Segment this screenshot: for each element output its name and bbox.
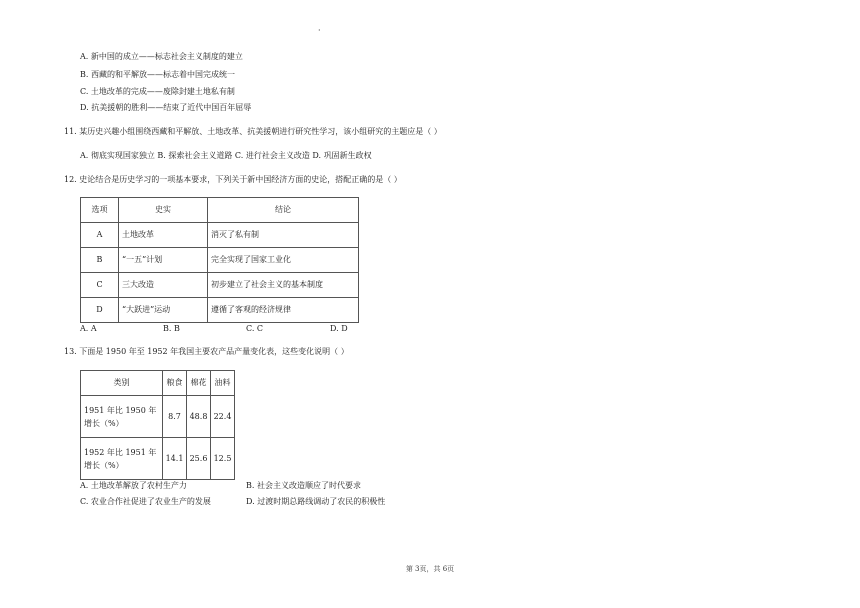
- q12-answer-b: B. B: [163, 324, 180, 333]
- q13-cell: 8.7: [163, 396, 187, 438]
- q13-header-grain: 粮食: [163, 371, 187, 396]
- q12-cell: 完全实现了国家工业化: [208, 248, 359, 273]
- q13-row-label: 1952 年比 1951 年增长（%）: [81, 438, 163, 480]
- q13-option-b: B. 社会主义改造顺应了时代要求: [246, 481, 361, 490]
- table-row: [81, 396, 235, 438]
- table-row: [81, 273, 359, 298]
- q12-cell: A: [81, 223, 119, 248]
- q12-cell: 遵循了客观的经济规律: [208, 298, 359, 323]
- q11-stem: 11. 某历史兴趣小组围绕西藏和平解放、土地改革、抗美援朝进行研究性学习，该小组研究的主题应是（ ）: [64, 127, 442, 136]
- q13-header-row: [81, 371, 235, 396]
- q12-stem: 12. 史论结合是历史学习的一项基本要求，下列关于新中国经济方面的史论，搭配正确的是（ ）: [64, 175, 402, 184]
- q12-cell: “一五”计划: [119, 248, 208, 273]
- q10-option-a: A. 新中国的成立——标志社会主义制度的建立: [80, 52, 243, 61]
- q12-answer-d: D. D: [330, 324, 348, 333]
- q12-cell: 初步建立了社会主义的基本制度: [208, 273, 359, 298]
- q13-header-oil: 油料: [211, 371, 235, 396]
- q10-option-c: C. 土地改革的完成——废除封建土地私有制: [80, 87, 235, 96]
- q12-cell: C: [81, 273, 119, 298]
- q10-option-d: D. 抗美援朝的胜利——结束了近代中国百年屈辱: [80, 103, 252, 112]
- q13-header-cotton: 棉花: [187, 371, 211, 396]
- table-row: [81, 248, 359, 273]
- q12-header-row: [81, 198, 359, 223]
- q12-answer-c: C. C: [246, 324, 264, 333]
- q10-option-b: B. 西藏的和平解放——标志着中国完成统一: [80, 70, 235, 79]
- q13-cell: 14.1: [163, 438, 187, 480]
- q13-table: [80, 370, 235, 480]
- q13-cell: 25.6: [187, 438, 211, 480]
- q11-options: A. 彻底实现国家独立 B. 探索社会主义道路 C. 进行社会主义改造 D. 巩固新生政权: [80, 151, 372, 160]
- q13-stem: 13. 下面是 1950 年至 1952 年我国主要农产品产量变化表，这些变化说明（ ）: [64, 347, 349, 356]
- page-footer: 第 3页，共 6页: [405, 565, 455, 573]
- q13-row-label: 1951 年比 1950 年增长（%）: [81, 396, 163, 438]
- q13-option-c: C. 农业合作社促进了农业生产的发展: [80, 497, 211, 506]
- q12-answer-a: A. A: [80, 324, 97, 333]
- table-row: [81, 438, 235, 480]
- q12-header-fact: 史实: [119, 198, 208, 223]
- q13-cell: 12.5: [211, 438, 235, 480]
- q12-cell: “大跃进”运动: [119, 298, 208, 323]
- q13-option-d: D. 过渡时期总路线调动了农民的积极性: [246, 497, 386, 506]
- q13-cell: 22.4: [211, 396, 235, 438]
- q12-header-option: 选项: [81, 198, 119, 223]
- table-row: [81, 298, 359, 323]
- q12-table: [80, 197, 359, 323]
- q13-header-category: 类别: [81, 371, 163, 396]
- q13-cell: 48.8: [187, 396, 211, 438]
- q12-header-conclusion: 结论: [208, 198, 359, 223]
- q12-cell: 消灭了私有制: [208, 223, 359, 248]
- header-mark: ·: [318, 26, 321, 35]
- q12-cell: 土地改革: [119, 223, 208, 248]
- q13-option-a: A. 土地改革解放了农村生产力: [80, 481, 187, 490]
- q12-cell: B: [81, 248, 119, 273]
- q12-cell: D: [81, 298, 119, 323]
- table-row: [81, 223, 359, 248]
- q12-cell: 三大改造: [119, 273, 208, 298]
